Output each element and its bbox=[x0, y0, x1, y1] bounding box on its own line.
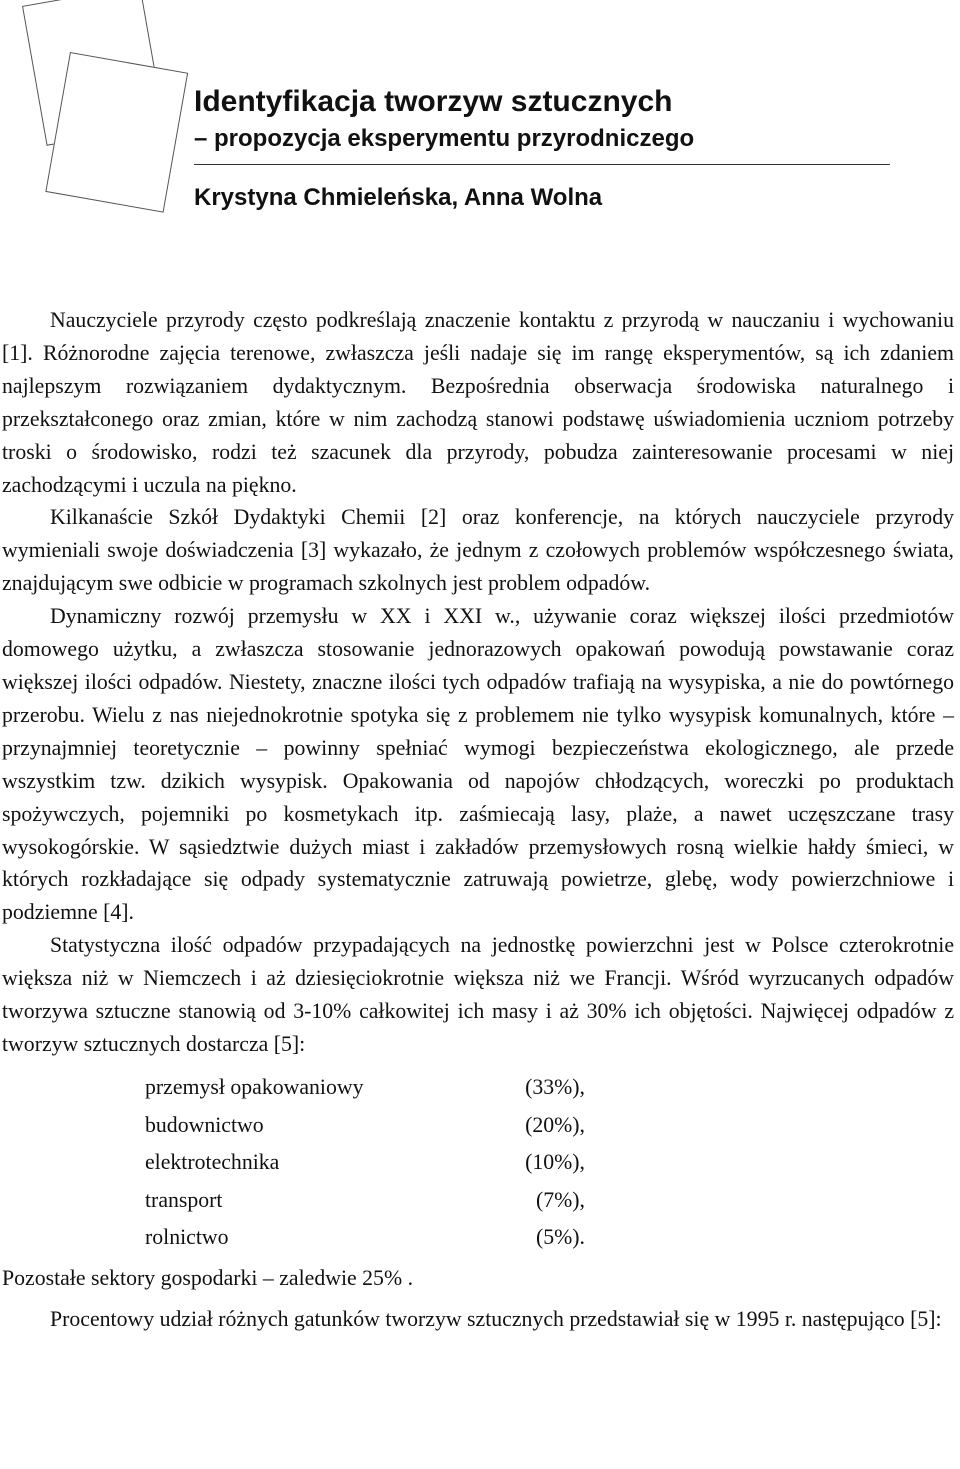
paragraph: Kilkanaście Szkół Dydaktyki Chemii [2] oraz konferencje, na których nauczyciele przyrody wymieniali swoje doświadczenia [3] wykazało, że jednym z czołowych problemów współczesnego świata, znajdującym swe odbicie w programach szkolnych jest problem odpadów. bbox=[2, 505, 954, 596]
header-divider bbox=[194, 164, 890, 165]
sector-name: transport bbox=[145, 1187, 223, 1212]
article-body bbox=[2, 304, 954, 1336]
sector-list bbox=[145, 1069, 585, 1257]
article-title: Identyfikacja tworzyw sztucznych bbox=[194, 85, 673, 118]
sector-share: (33%), bbox=[525, 1075, 585, 1100]
article-authors: Krystyna Chmieleńska, Anna Wolna bbox=[194, 184, 603, 211]
sector-share: (20%), bbox=[525, 1112, 585, 1137]
paper-sheet-icon bbox=[45, 52, 188, 213]
paragraph: Pozostałe sektory gospodarki – zaledwie 25% . bbox=[2, 1266, 414, 1291]
sector-name: budownictwo bbox=[145, 1112, 264, 1137]
sector-share: (10%), bbox=[525, 1150, 585, 1175]
paragraph-gap bbox=[2, 1295, 954, 1303]
paragraph: Dynamiczny rozwój przemysłu w XX i XXI w., używanie coraz większej ilości przedmiotów domowego użytku, a zwłaszcza stosowanie jednorazowych opakowań powodują powstawanie coraz większej ilości odpadów. Niestety, znaczne ilości tych odpadów trafiają na wysypiska, a nie do powtórnego przerobu. Wielu z nas niejednokrotnie spotyka się z problemem nie tylko wysypisk komunalnych, które – przynajmniej teoretycznie – powinny spełniać wymogi bezpieczeństwa ekologicznego, ale przede wszystkim tzw. dzikich wysypisk. Opakowania od napojów chłodzących, woreczki po produktach spożywczych, pojemniki po kosmetykach itp. zaśmiecają lasy, plaże, a nawet uczęszczane trasy wysokogórskie. W sąsiedztwie dużych miast i zakładów przemysłowych rosną wielkie hałdy śmieci, w których rozkładające się odpady systematycznie zatruwają powietrze, glebę, wody powierzchniowe i podziemne [4]. bbox=[2, 604, 954, 925]
sector-row bbox=[145, 1144, 585, 1182]
paragraph: Procentowy udział różnych gatunków tworzyw sztucznych przedstawiał się w 1995 r. następująco [5]: bbox=[50, 1307, 942, 1332]
sector-row bbox=[145, 1106, 585, 1144]
sector-row bbox=[145, 1069, 585, 1107]
sector-share: (5%). bbox=[535, 1225, 585, 1250]
article-header bbox=[194, 82, 890, 215]
sector-row bbox=[145, 1181, 585, 1219]
article-subtitle: – propozycja eksperymentu przyrodniczego bbox=[194, 125, 695, 152]
paragraph: Statystyczna ilość odpadów przypadających na jednostkę powierzchni jest w Polsce czterokrotnie większa niż w Niemczech i aż dziesięciokrotnie większa niż we Francji. Wśród wyrzucanych odpadów tworzywa sztuczne stanowią od 3-10% całkowitej ich masy i aż 30% ich objętości. Najwięcej odpadów z tworzyw sztucznych dostarcza [5]: bbox=[2, 933, 954, 1056]
paragraph: Nauczyciele przyrody często podkreślają znaczenie kontaktu z przyrodą w nauczaniu i wychowaniu [1]. Różnorodne zajęcia terenowe, zwłaszcza jeśli nadaje się im rangę eksperymentów, są ich zdaniem najlepszym rozwiązaniem dydaktycznym. Bezpośrednia obserwacja środowiska naturalnego i przekształconego oraz zmian, które w nim zachodzą stanowi podstawę uświadomienia uczniom potrzeby troski o środowisko, rodzi też szacunek dla przyrody, pobudza zainteresowanie procesami w niej zachodzącymi i uczula na piękno. bbox=[2, 308, 954, 497]
sector-name: przemysł opakowaniowy bbox=[145, 1075, 364, 1100]
sector-row bbox=[145, 1219, 585, 1257]
sector-share: (7%), bbox=[535, 1187, 585, 1212]
sector-name: rolnictwo bbox=[145, 1225, 229, 1250]
sector-name: elektrotechnika bbox=[145, 1150, 280, 1175]
